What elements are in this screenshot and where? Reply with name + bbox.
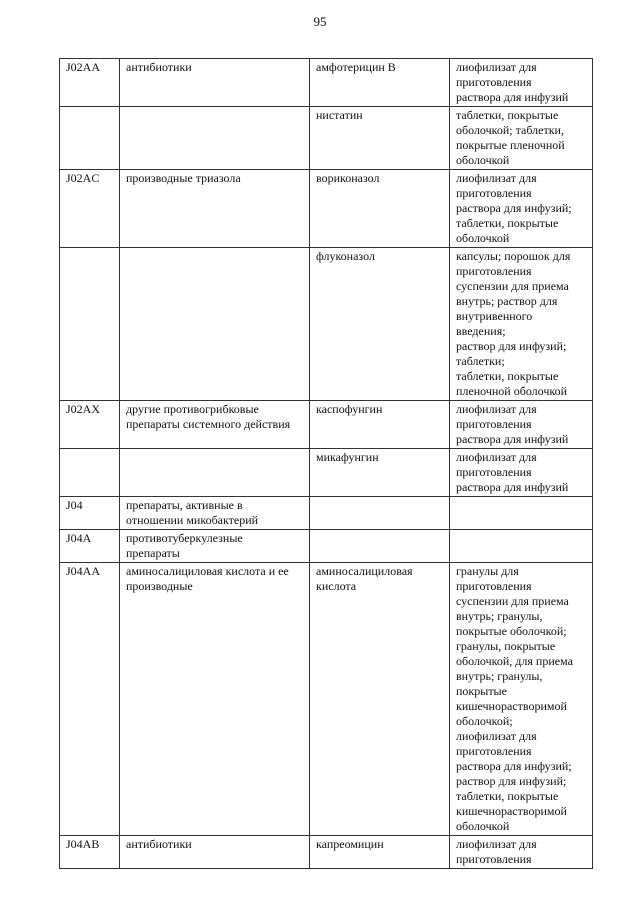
dosage-form-line: оболочкой, для приема <box>456 654 573 668</box>
drug-name-line: кислота <box>316 579 357 593</box>
drug-name-line: аминосалициловая <box>316 564 413 578</box>
pharm-group-cell <box>120 248 310 401</box>
dosage-form-line: кишечнорастворимой <box>456 699 567 713</box>
dosage-form-cell <box>450 836 593 869</box>
drug-name-line: микафунгин <box>316 450 379 464</box>
dosage-form-cell <box>450 59 593 107</box>
dosage-form-line: лиофилизат для <box>456 402 537 416</box>
pharm-group-line: препараты <box>126 546 180 560</box>
drug-table <box>59 58 593 869</box>
dosage-form-line: суспензии для приема <box>456 279 569 293</box>
dosage-form-line: внутрь; гранулы, <box>456 669 543 683</box>
atc-code-cell: J02AX <box>60 401 120 449</box>
atc-code-cell: J04A <box>60 530 120 563</box>
pharm-group-line: антибиотики <box>126 837 192 851</box>
atc-code-cell: J04AB <box>60 836 120 869</box>
pharm-group-cell <box>120 530 310 563</box>
dosage-form-line: приготовления <box>456 186 532 200</box>
pharm-group-cell <box>120 563 310 836</box>
atc-code-cell <box>60 107 120 170</box>
dosage-form-line: лиофилизат для <box>456 450 537 464</box>
atc-code-cell: J04 <box>60 497 120 530</box>
dosage-form-cell <box>450 449 593 497</box>
pharm-group-line: препараты, активные в <box>126 498 243 512</box>
table-row <box>60 401 593 449</box>
dosage-form-line: гранулы, покрытые <box>456 639 556 653</box>
pharm-group-line: противотуберкулезные <box>126 531 243 545</box>
dosage-form-line: приготовления <box>456 75 532 89</box>
dosage-form-line: введения; <box>456 324 506 338</box>
dosage-form-line: гранулы для <box>456 564 519 578</box>
dosage-form-cell <box>450 107 593 170</box>
drug-name-cell <box>310 530 450 563</box>
drug-name-line: каспофунгин <box>316 402 383 416</box>
dosage-form-line: оболочкой <box>456 231 510 245</box>
dosage-form-line: суспензии для приема <box>456 594 569 608</box>
dosage-form-cell <box>450 497 593 530</box>
table-body <box>60 59 593 869</box>
dosage-form-line: раствор для инфузий; <box>456 339 567 353</box>
dosage-form-line: раствора для инфузий; <box>456 759 572 773</box>
pharm-group-line: антибиотики <box>126 60 192 74</box>
dosage-form-line: раствора для инфузий <box>456 90 569 104</box>
pharm-group-line: производные <box>126 579 193 593</box>
dosage-form-line: таблетки, покрытые <box>456 216 559 230</box>
dosage-form-line: приготовления <box>456 744 532 758</box>
dosage-form-line: лиофилизат для <box>456 729 537 743</box>
drug-name-cell <box>310 248 450 401</box>
dosage-form-line: раствора для инфузий <box>456 480 569 494</box>
dosage-form-line: оболочкой <box>456 153 510 167</box>
drug-name-cell <box>310 59 450 107</box>
pharm-group-cell <box>120 836 310 869</box>
dosage-form-line: таблетки, покрытые <box>456 369 559 383</box>
dosage-form-line: приготовления <box>456 417 532 431</box>
table-row <box>60 170 593 248</box>
table-row <box>60 836 593 869</box>
drug-name-cell <box>310 401 450 449</box>
dosage-form-line: покрытые <box>456 684 507 698</box>
drug-name-line: флуконазол <box>316 249 375 263</box>
pharm-group-line: аминосалициловая кислота и ее <box>126 564 289 578</box>
drug-name-cell <box>310 563 450 836</box>
pharm-group-cell <box>120 449 310 497</box>
dosage-form-line: внутрь; гранулы, <box>456 609 543 623</box>
pharm-group-cell <box>120 59 310 107</box>
atc-code-cell <box>60 449 120 497</box>
dosage-form-line: таблетки, покрытые <box>456 789 559 803</box>
drug-name-line: капреомицин <box>316 837 384 851</box>
dosage-form-cell <box>450 530 593 563</box>
dosage-form-cell <box>450 563 593 836</box>
pharm-group-line: производные триазола <box>126 171 241 185</box>
dosage-form-line: оболочкой; <box>456 714 513 728</box>
pharm-group-line: препараты системного действия <box>126 417 291 431</box>
dosage-form-line: лиофилизат для <box>456 171 537 185</box>
dosage-form-line: пленочной оболочкой <box>456 384 568 398</box>
dosage-form-line: покрытые пленочной <box>456 138 565 152</box>
table-row <box>60 59 593 107</box>
dosage-form-cell <box>450 248 593 401</box>
dosage-form-line: внутривенного <box>456 309 533 323</box>
dosage-form-line: покрытые оболочкой; <box>456 624 567 638</box>
drug-name-cell <box>310 107 450 170</box>
dosage-form-line: лиофилизат для <box>456 837 537 851</box>
pharm-group-cell <box>120 170 310 248</box>
drug-name-cell <box>310 170 450 248</box>
pharm-group-cell <box>120 401 310 449</box>
dosage-form-line: приготовления <box>456 852 532 866</box>
atc-code-cell: J02AA <box>60 59 120 107</box>
table-row <box>60 107 593 170</box>
dosage-form-line: кишечнорастворимой <box>456 804 567 818</box>
dosage-form-line: лиофилизат для <box>456 60 537 74</box>
dosage-form-line: внутрь; раствор для <box>456 294 558 308</box>
table-row <box>60 530 593 563</box>
dosage-form-line: таблетки; <box>456 354 505 368</box>
drug-name-line: амфотерицин В <box>316 60 396 74</box>
drug-name-cell <box>310 449 450 497</box>
pharm-group-line: отношении микобактерий <box>126 513 259 527</box>
pharm-group-cell <box>120 107 310 170</box>
drug-name-cell <box>310 836 450 869</box>
pharm-group-line: другие противогрибковые <box>126 402 259 416</box>
dosage-form-line: капсулы; порошок для <box>456 249 571 263</box>
atc-code-cell: J02AC <box>60 170 120 248</box>
atc-code-cell <box>60 248 120 401</box>
drug-name-line: вориконазол <box>316 171 380 185</box>
drug-name-line: нистатин <box>316 108 363 122</box>
dosage-form-line: раствора для инфузий <box>456 432 569 446</box>
dosage-form-line: таблетки, покрытые <box>456 108 559 122</box>
atc-code-cell: J04AA <box>60 563 120 836</box>
dosage-form-line: раствора для инфузий; <box>456 201 572 215</box>
dosage-form-line: оболочкой <box>456 819 510 833</box>
dosage-form-line: приготовления <box>456 264 532 278</box>
dosage-form-line: приготовления <box>456 579 532 593</box>
table-row <box>60 449 593 497</box>
dosage-form-line: приготовления <box>456 465 532 479</box>
page-number: 95 <box>313 14 327 29</box>
drug-name-cell <box>310 497 450 530</box>
dosage-form-cell <box>450 170 593 248</box>
table-row <box>60 248 593 401</box>
dosage-form-cell <box>450 401 593 449</box>
dosage-form-line: раствор для инфузий; <box>456 774 567 788</box>
pharm-group-cell <box>120 497 310 530</box>
table-row <box>60 497 593 530</box>
table-row <box>60 563 593 836</box>
dosage-form-line: оболочкой; таблетки, <box>456 123 564 137</box>
